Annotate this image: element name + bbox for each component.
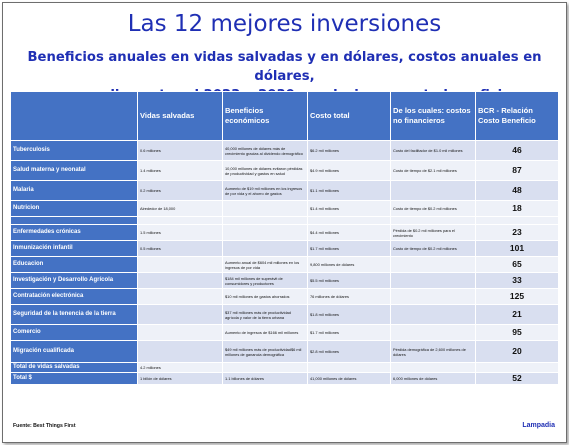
- row-label: Inmunización infantil: [11, 241, 138, 257]
- cell-lives-saved: 1.5 millones: [138, 225, 223, 241]
- cell-economic-benefits: Aumento de ingresos de $166 mil millones: [223, 325, 308, 341]
- cell-lives-saved: [138, 217, 223, 225]
- cell-bcr: 20: [476, 341, 559, 363]
- source-note: Fuente: Best Things First: [13, 423, 76, 429]
- header-investment: [11, 92, 138, 141]
- row-label: Malaria: [11, 181, 138, 201]
- cell-economic-benefits: [223, 201, 308, 217]
- cell-lives-saved: Alrededor de 18,000: [138, 201, 223, 217]
- cell-non-financial-costs: [391, 325, 476, 341]
- cell-lives-saved: 0.2 millones: [138, 181, 223, 201]
- investments-table: [10, 91, 559, 385]
- cell-economic-benefits: [223, 217, 308, 225]
- cell-total-cost: $2.8 mil millones: [308, 341, 391, 363]
- row-label: Migración cualificada: [11, 341, 138, 363]
- cell-lives-saved: [138, 305, 223, 325]
- table-row: [11, 217, 559, 225]
- cell-bcr: 52: [476, 373, 559, 385]
- cell-total-cost: [308, 217, 391, 225]
- row-label: Investigación y Desarrollo Agrícola: [11, 273, 138, 289]
- cell-non-financial-costs: [391, 363, 476, 373]
- cell-total-cost: $1.7 mil millones: [308, 325, 391, 341]
- cell-economic-benefits: [223, 225, 308, 241]
- header-economic-benefits: Beneficios económicos: [223, 92, 308, 141]
- cell-economic-benefits: 10,000 millones de dólares evitaron pérdidas de productividad y gastos en salud: [223, 161, 308, 181]
- cell-economic-benefits: [223, 241, 308, 257]
- cell-bcr: [476, 217, 559, 225]
- row-label: Seguridad de la tenencia de la tierra: [11, 305, 138, 325]
- cell-lives-saved: 1 billón de dólares: [138, 373, 223, 385]
- cell-non-financial-costs: Pérdida de $0.2 mil millones para el crecimiento: [391, 225, 476, 241]
- cell-non-financial-costs: Costo de tiempo de $0.2 mil millones: [391, 241, 476, 257]
- row-label: Enfermedades crónicas: [11, 225, 138, 241]
- table-row: [11, 373, 559, 385]
- cell-non-financial-costs: [391, 181, 476, 201]
- table-row: [11, 201, 559, 217]
- cell-non-financial-costs: [391, 257, 476, 273]
- cell-bcr: 18: [476, 201, 559, 217]
- cell-lives-saved: 0.5 millones: [138, 241, 223, 257]
- cell-bcr: 87: [476, 161, 559, 181]
- cell-non-financial-costs: [391, 305, 476, 325]
- cell-economic-benefits: $10 mil millones de gastos ahorrados: [223, 289, 308, 305]
- cell-total-cost: 41,000 millones de dólares: [308, 373, 391, 385]
- table-row: [11, 305, 559, 325]
- cell-bcr: [476, 363, 559, 373]
- table-row: [11, 289, 559, 305]
- table-row: [11, 257, 559, 273]
- cell-bcr: 23: [476, 225, 559, 241]
- cell-lives-saved: 1.4 millones: [138, 161, 223, 181]
- header-total-cost: Costo total: [308, 92, 391, 141]
- cell-lives-saved: [138, 273, 223, 289]
- table-row: [11, 181, 559, 201]
- cell-non-financial-costs: Costo del facilitador de $1.0 mil millones: [391, 141, 476, 161]
- cell-non-financial-costs: Costo de tiempo de $2.1 mil millones: [391, 161, 476, 181]
- cell-non-financial-costs: Pérdida demográfica de 2,600 millones de dólares: [391, 341, 476, 363]
- row-label: Total de vidas salvadas: [11, 363, 138, 373]
- cell-total-cost: $1.8 mil millones: [308, 305, 391, 325]
- cell-total-cost: $1.4 mil millones: [308, 201, 391, 217]
- cell-non-financial-costs: [391, 273, 476, 289]
- cell-economic-benefits: $49 mil millones más de productividad$6 mil millones de ganancia demográfica: [223, 341, 308, 363]
- header-bcr: BCR - Relación Costo Beneficio: [476, 92, 559, 141]
- table-row: [11, 273, 559, 289]
- table-row: [11, 325, 559, 341]
- cell-economic-benefits: $184 mil millones de superávit de consumidores y productores: [223, 273, 308, 289]
- row-label: Comercio: [11, 325, 138, 341]
- cell-total-cost: $4.9 mil millones: [308, 161, 391, 181]
- cell-bcr: 33: [476, 273, 559, 289]
- table-header-row: [11, 92, 559, 141]
- cell-economic-benefits: $37 mil millones más de productividad agrícola y valor de la tierra urbana: [223, 305, 308, 325]
- table-body: [11, 141, 559, 385]
- cell-lives-saved: [138, 341, 223, 363]
- cell-total-cost: 76 millones de dólares: [308, 289, 391, 305]
- subtitle-line-1: Beneficios anuales en vidas salvadas y en dólares, costos anuales en dólares,: [27, 50, 542, 84]
- table-row: [11, 141, 559, 161]
- cell-bcr: 65: [476, 257, 559, 273]
- cell-bcr: 21: [476, 305, 559, 325]
- table-row: [11, 341, 559, 363]
- cell-bcr: 46: [476, 141, 559, 161]
- cell-non-financial-costs: 6,000 millones de dólares: [391, 373, 476, 385]
- cell-economic-benefits: Aumento anual de $604 mil millones en los ingresos de por vida: [223, 257, 308, 273]
- cell-total-cost: $4.4 mil millones: [308, 225, 391, 241]
- cell-economic-benefits: 40,000 millones de dólares más de crecimiento gracias al dividendo demográfico: [223, 141, 308, 161]
- cell-bcr: 48: [476, 181, 559, 201]
- cell-economic-benefits: Aumento de $19 mil millones en los ingresos de por vida y el ahorro de gastos: [223, 181, 308, 201]
- cell-bcr: 101: [476, 241, 559, 257]
- cell-non-financial-costs: Costo de tiempo de $0.2 mil millones: [391, 201, 476, 217]
- cell-lives-saved: 0.6 millones: [138, 141, 223, 161]
- row-label: Salud materna y neonatal: [11, 161, 138, 181]
- cell-economic-benefits: [223, 363, 308, 373]
- table-row: [11, 241, 559, 257]
- brand-logo-text: Lampadia: [522, 422, 555, 429]
- cell-total-cost: 9,800 millones de dólares: [308, 257, 391, 273]
- cell-non-financial-costs: [391, 289, 476, 305]
- cell-total-cost: $6.2 mil millones: [308, 141, 391, 161]
- row-label: Total $: [11, 373, 138, 385]
- cell-lives-saved: [138, 325, 223, 341]
- cell-lives-saved: [138, 289, 223, 305]
- table-row: [11, 225, 559, 241]
- page-title: Las 12 mejores inversiones: [127, 11, 442, 37]
- table-row: [11, 161, 559, 181]
- row-label: Tuberculosis: [11, 141, 138, 161]
- header-non-financial-costs: De los cuales: costos no financieros: [391, 92, 476, 141]
- row-label: Educacion: [11, 257, 138, 273]
- cell-total-cost: [308, 363, 391, 373]
- row-label: Contratación electrónica: [11, 289, 138, 305]
- cell-total-cost: $1.1 mil millones: [308, 181, 391, 201]
- row-label: [11, 217, 138, 225]
- cell-total-cost: $1.7 mil millones: [308, 241, 391, 257]
- cell-lives-saved: [138, 257, 223, 273]
- cell-lives-saved: 4.2 millones: [138, 363, 223, 373]
- cell-non-financial-costs: [391, 217, 476, 225]
- header-lives-saved: Vidas salvadas: [138, 92, 223, 141]
- cell-bcr: 95: [476, 325, 559, 341]
- cell-economic-benefits: 1.1 billones de dólares: [223, 373, 308, 385]
- table-row: [11, 363, 559, 373]
- cell-bcr: 125: [476, 289, 559, 305]
- row-label: Nutricion: [11, 201, 138, 217]
- cell-total-cost: $5.5 mil millones: [308, 273, 391, 289]
